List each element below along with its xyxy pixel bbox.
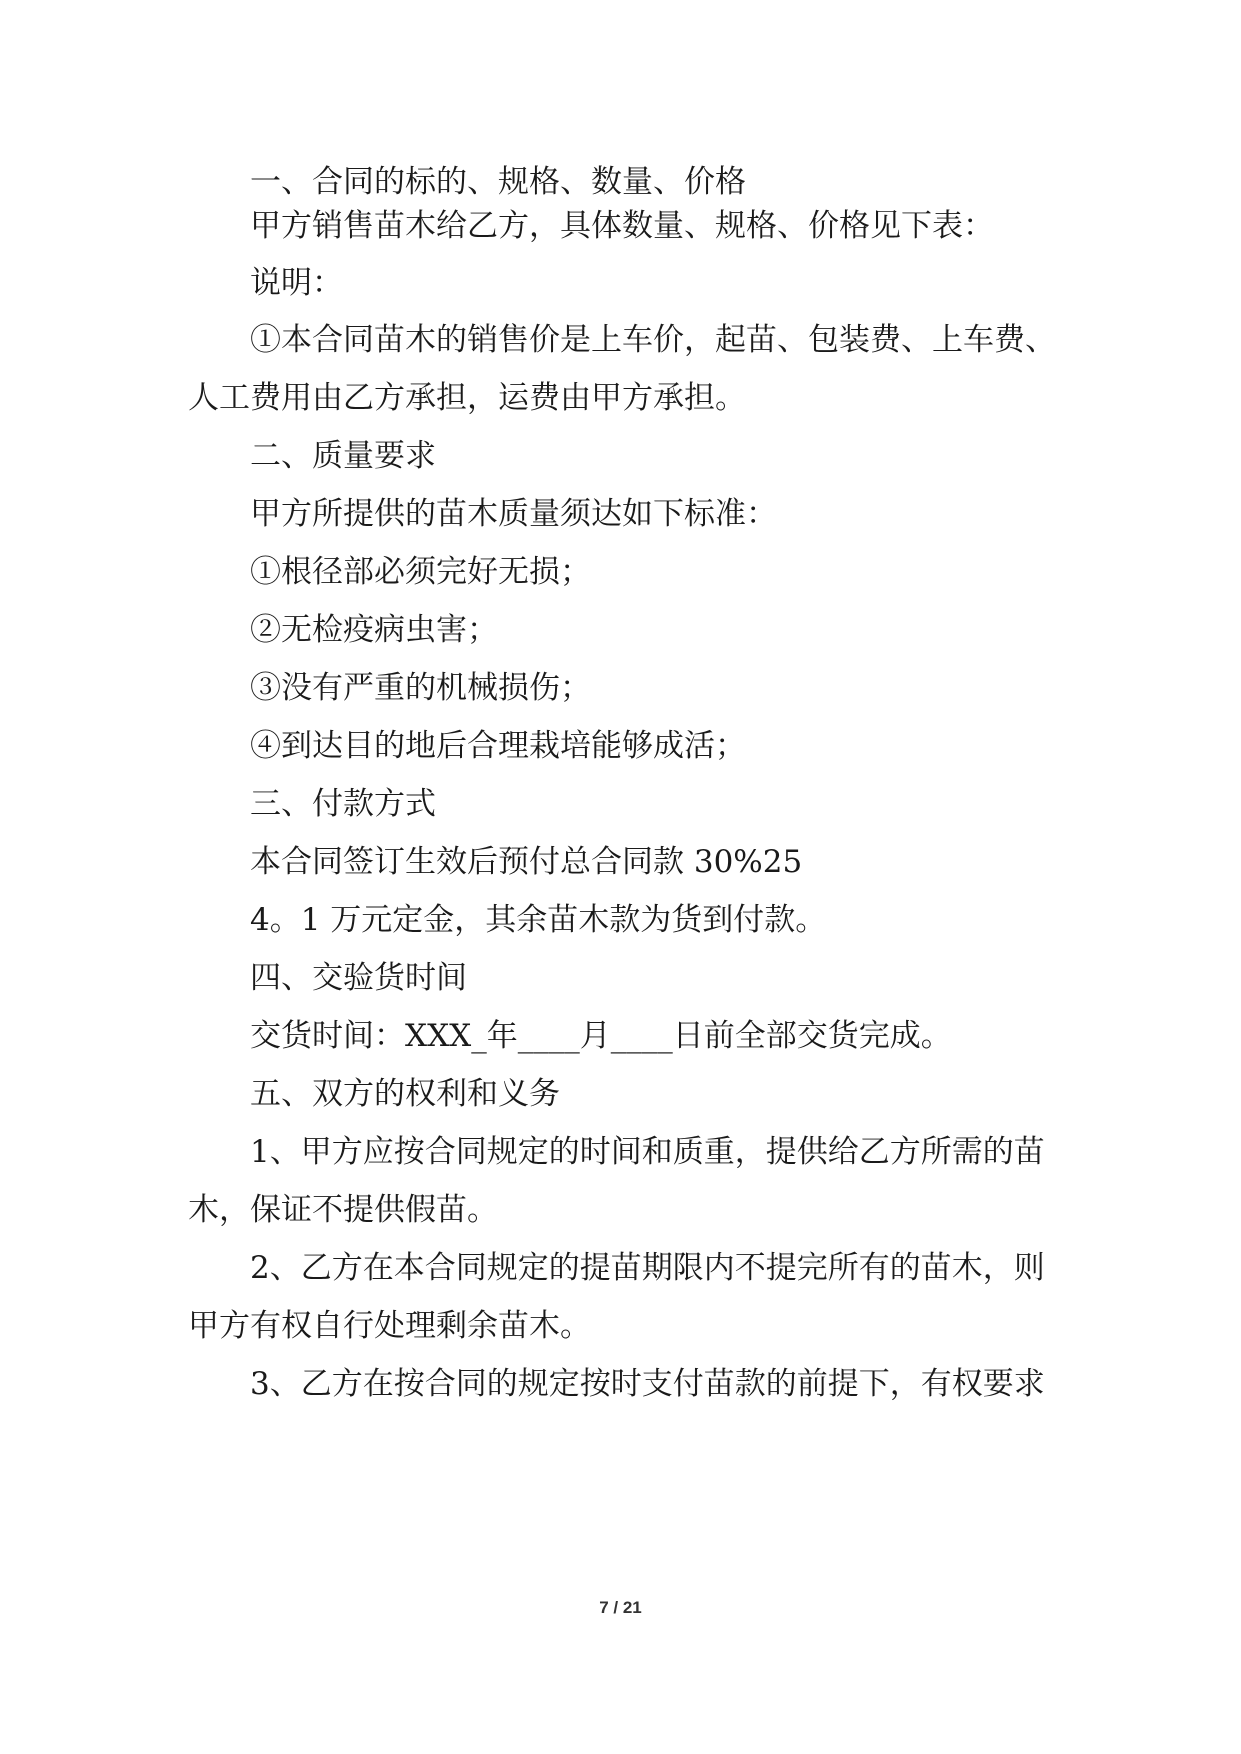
section-heading-1: 一、合同的标的、规格、数量、价格: [250, 164, 746, 200]
paragraph-line: 2、乙方在本合同规定的提苗期限内不提完所有的苗木，则: [250, 1250, 1045, 1286]
list-item: ①根径部必须完好无损；: [250, 554, 591, 590]
paragraph-line: 本合同签订生效后预付总合同款 30%25: [250, 844, 803, 880]
paragraph-line: 说明：: [250, 265, 343, 301]
list-item: ③没有严重的机械损伤；: [250, 670, 591, 706]
paragraph-line: 人工费用由乙方承担，运费由甲方承担。: [188, 380, 746, 416]
section-heading-4: 四、交验货时间: [250, 960, 467, 996]
section-heading-2: 二、质量要求: [250, 438, 436, 474]
list-item: ②无检疫病虫害；: [250, 612, 498, 648]
list-item: ④到达目的地后合理栽培能够成活；: [250, 728, 746, 764]
section-heading-5: 五、双方的权利和义务: [250, 1076, 560, 1112]
paragraph-line: ①本合同苗木的销售价是上车价，起苗、包装费、上车费、: [250, 322, 1056, 358]
paragraph-line: 木，保证不提供假苗。: [188, 1192, 498, 1228]
section-heading-3: 三、付款方式: [250, 786, 436, 822]
paragraph-line: 3、乙方在按合同的规定按时支付苗款的前提下，有权要求: [250, 1366, 1045, 1402]
page-number: 7 / 21: [599, 1598, 642, 1617]
paragraph-line: 甲方有权自行处理剩余苗木。: [188, 1308, 591, 1344]
paragraph-line: 4。1 万元定金，其余苗木款为货到付款。: [250, 902, 827, 938]
paragraph-line: 甲方销售苗木给乙方，具体数量、规格、价格见下表：: [250, 208, 994, 244]
paragraph-line: 交货时间：XXX_年____月____日前全部交货完成。: [250, 1018, 952, 1054]
paragraph-line: 1、甲方应按合同规定的时间和质重，提供给乙方所需的苗: [250, 1134, 1045, 1170]
paragraph-line: 甲方所提供的苗木质量须达如下标准：: [250, 496, 777, 532]
